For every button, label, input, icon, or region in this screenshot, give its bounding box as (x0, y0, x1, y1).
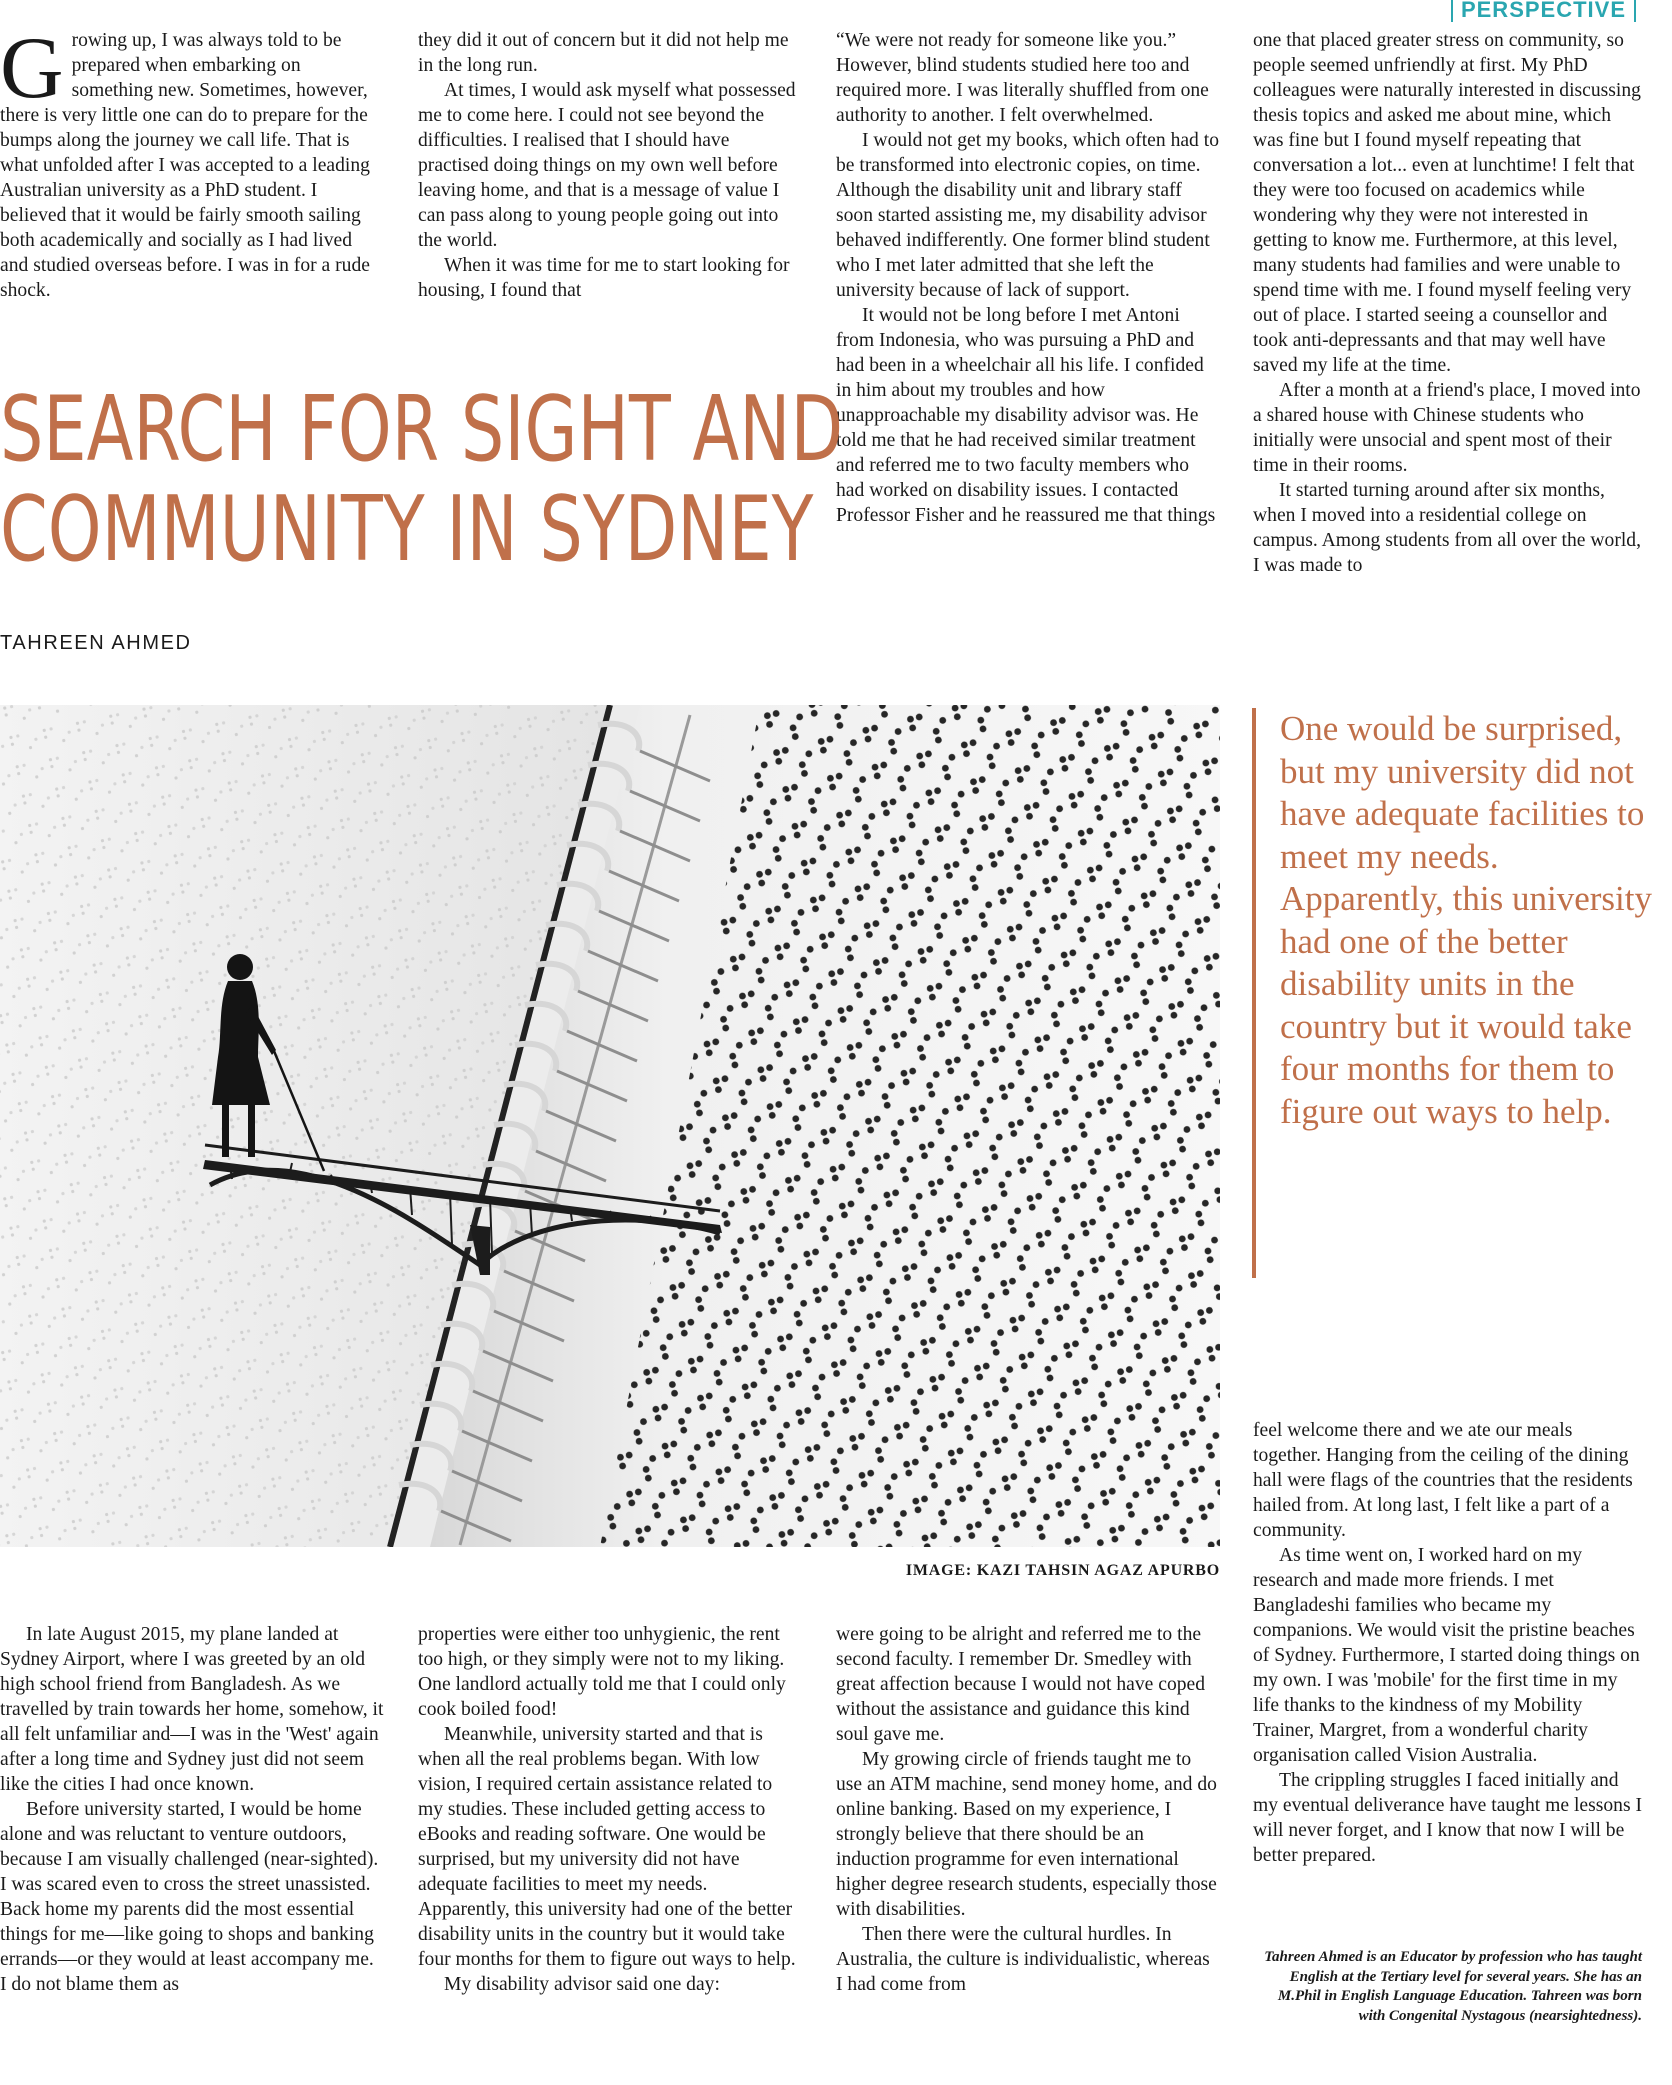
paragraph: Meanwhile, university started and that is when all the real problems began. With low vision, I required certain assistance related to my studies. These included getting access to eBooks and reading software. One would be surprised, but my university did not have adequate facilities to meet my needs. Apparently, this university had one of the better disability units in the country but it would take four months for them to figure out ways to help. (418, 1724, 796, 1970)
top-column-1 (0, 20, 380, 303)
bottom-column-4 (1253, 1418, 1643, 1868)
paragraph: Then there were the cultural hurdles. In Australia, the culture is individualistic, whereas I had come from (836, 1924, 1210, 1995)
section-label: PERSPECTIVE (1451, 0, 1636, 22)
pull-quote: One would be surprised, but my university did not have adequate facilities to meet my needs. Apparently, this university had one of the better disability units in the country but it would take four months for them to figure out ways to help. (1252, 708, 1652, 1278)
paragraph: properties were either too unhygienic, the rent too high, or they simply were not to my liking. One landlord actually told me that I could only cook boiled food! (418, 1624, 786, 1720)
paragraph-text: rowing up, I was always told to be prepared when embarking on something new. Sometimes, however, there is very little one can do to prepare for the bumps along the journey we call life. That is what unfolded after I was accepted to a leading Australian university as a PhD student. I believed that it would be fairly smooth sailing both academically and socially as I had lived and studied overseas before. I was in for a rude shock. (0, 30, 370, 301)
paragraph: feel welcome there and we ate our meals together. Hanging from the ceiling of the dining hall were flags of the countries that the residents hailed from. At long last, I felt like a part of a community. (1253, 1420, 1633, 1541)
paragraph: In late August 2015, my plane landed at Sydney Airport, where I was greeted by an old high school friend from Bangladesh. As we travelled by train towards her home, somehow, it all felt unfamiliar and—I was in the 'West' again after a long time and Sydney just did not seem like the cities I had once known. (0, 1624, 384, 1795)
paragraph: Before university started, I would be home alone and was reluctant to venture outdoors, because I am visually challenged (near-sighted). I was scared even to cross the street unassisted. Back home my parents did the most essential things for me—like going to shops and banking errands—or they would at least accompany me. I do not blame them as (0, 1799, 379, 1995)
paragraph: “We were not ready for someone like you.” However, blind students studied here too and required more. I was literally shuffled from one authority to another. I felt overwhelmed. (836, 30, 1209, 126)
paragraph: were going to be alright and referred me to the second faculty. I remember Dr. Smedley with great affection because I would not have coped without the assistance and guidance this kind soul gave me. (836, 1624, 1206, 1745)
paragraph: they did it out of concern but it did not help me in the long run. (418, 30, 789, 76)
braille-book-illustration (0, 705, 1220, 1547)
paragraph: My disability advisor said one day: (444, 1974, 720, 1995)
paragraph (0, 20, 380, 303)
paragraph: After a month at a friend's place, I moved into a shared house with Chinese students who initially were unsocial and spent most of their time in their rooms. (1253, 380, 1641, 476)
top-column-4 (1253, 28, 1643, 578)
bottom-column-2 (418, 1622, 802, 1997)
paragraph: My growing circle of friends taught me to use an ATM machine, send money home, and do online banking. Based on my experience, I strongly believe that there should be an induction programme for even international higher degree research students, especially those with disabilities. (836, 1749, 1217, 1920)
paragraph: one that placed greater stress on community, so people seemed unfriendly at first. My PhD colleagues were naturally interested in discussing thesis topics and asked me about mine, which was fine but I found myself repeating that conversation a lot... even at lunchtime! I felt that they were too focused on academics while wondering why they were not interested in getting to know me. Furthermore, at this level, many students had families and were unable to spend time with me. I found myself feeling very out of place. I started seeing a counsellor and took anti-depressants and that may well have saved my life at the time. (1253, 30, 1641, 376)
author-bio: Tahreen Ahmed is an Educator by profession who has taught English at the Tertiary level for several years. She has an M.Phil in English Language Education. Tahreen was born with Congenital Nystagous (nearsightedness). (1264, 1949, 1642, 2024)
paragraph: The crippling struggles I faced initially and my eventual deliverance have taught me lessons I will never forget, and I know that now I will be better prepared. (1253, 1770, 1643, 1866)
drop-cap: G (0, 20, 64, 117)
headline-line-1: SEARCH FOR SIGHT AND (0, 377, 844, 482)
paragraph: At times, I would ask myself what possessed me to come here. I could not see beyond the difficulties. I realised that I should have practised doing things on my own well before leaving home, and that is a message of value I can pass along to young people going out into the world. (418, 80, 796, 251)
top-column-3 (836, 28, 1220, 528)
bottom-column-3 (836, 1622, 1220, 1997)
top-column-2 (418, 28, 800, 303)
bottom-column-1 (0, 1622, 384, 1997)
paragraph: It started turning around after six months, when I moved into a residential college on campus. Among students from all over the world, I was made to (1253, 480, 1641, 576)
image-credit: IMAGE: KAZI TAHSIN AGAZ APURBO (905, 1562, 1220, 1579)
paragraph: It would not be long before I met Antoni from Indonesia, who was pursuing a PhD and had been in a wheelchair all his life. I confided in him about my troubles and how unapproachable my disability advisor was. He told me that he had received similar treatment and referred me to two faculty members who had worked on disability issues. I contacted Professor Fisher and he reassured me that things (836, 305, 1216, 526)
headline (0, 377, 844, 582)
headline-line-2: COMMUNITY IN SYDNEY (0, 477, 814, 582)
paragraph: When it was time for me to start looking for housing, I found that (418, 255, 790, 301)
byline: TAHREEN AHMED (0, 632, 192, 654)
paragraph: As time went on, I worked hard on my research and made more friends. I met Bangladeshi families who became my companions. We would visit the pristine beaches of Sydney. Furthermore, I started doing things on my own. I was 'mobile' for the first time in my life thanks to the kindness of my Mobility Trainer, Margret, from a wonderful charity organisation called Vision Australia. (1253, 1545, 1640, 1766)
paragraph: I would not get my books, which often had to be transformed into electronic copies, on time. Although the disability unit and library staff soon started assisting me, my disability advisor behaved indifferently. One former blind student who I met later admitted that she left the university because of lack of support. (836, 130, 1219, 301)
